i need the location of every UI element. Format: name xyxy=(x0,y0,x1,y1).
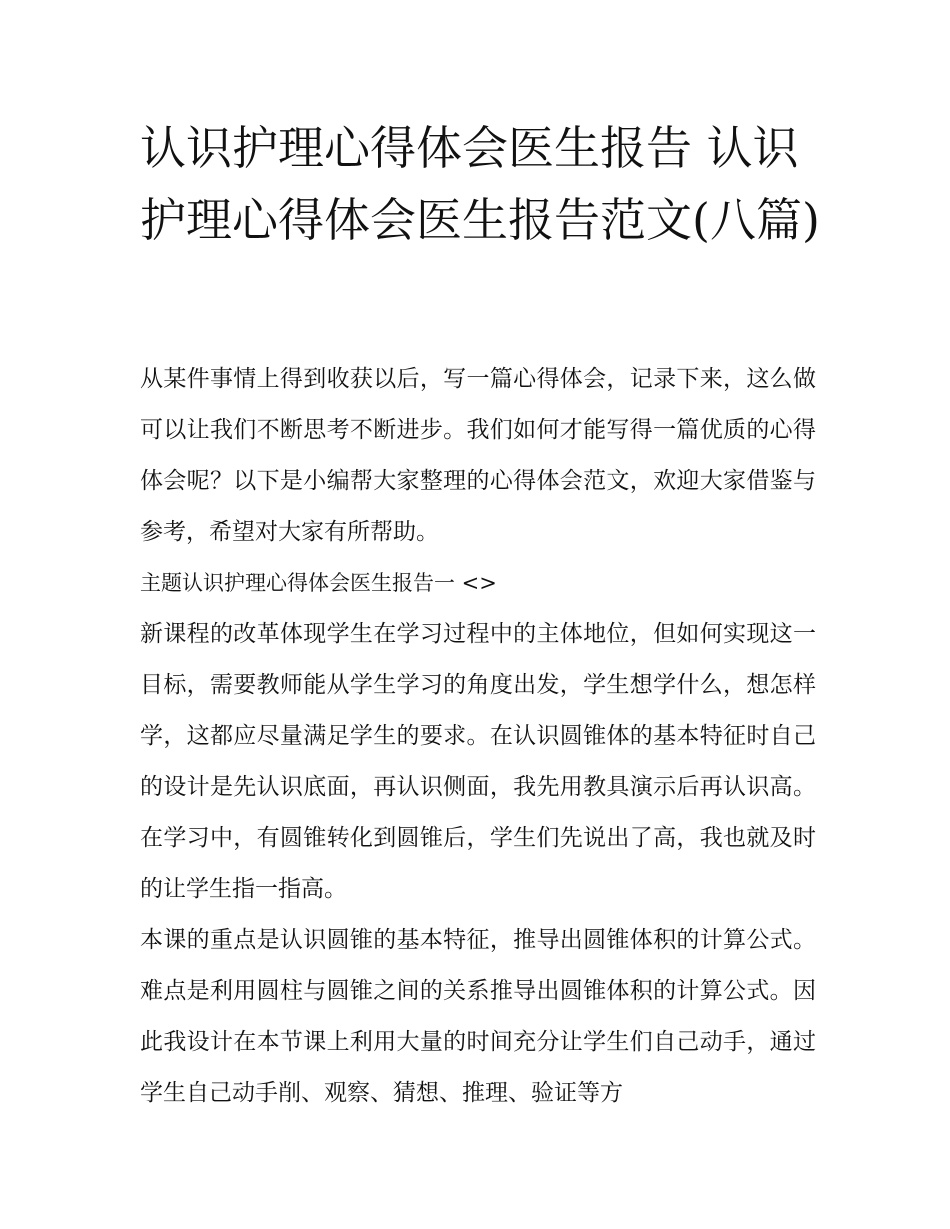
section-heading: 主题认识护理心得体会医生报告一 <> xyxy=(140,571,497,595)
body-paragraph-1: 新课程的改革体现学生在学习过程中的主体地位，但如何实现这一目标，需要教师能从学生学习的角度出发，学生想学什么，想怎样学，这都应尽量满足学生的要求。在认识圆锥体的基本特征时自己的设计是先认识底面，再认识侧面，我先用教具演示后再认识高。在学习中，有圆锥转化到圆锥后，学生们先说出了高，我也就及时的让学生指一指高。 xyxy=(140,621,816,902)
body-paragraph-2: 本课的重点是认识圆锥的基本特征，推导出圆锥体积的计算公式。难点是利用圆柱与圆锥之间的关系推导出圆锥体积的计算公式。因此我设计在本节课上利用大量的时间充分让学生们自己动手，通过学生自己动手削、观察、猜想、推理、验证等方 xyxy=(140,927,816,1106)
document-title: 认识护理心得体会医生报告 认识护理心得体会医生报告范文(八篇) xyxy=(140,121,820,247)
intro-paragraph: 从某件事情上得到收获以后，写一篇心得体会，记录下来，这么做可以让我们不断思考不断进步。我们如何才能写得一篇优质的心得体会呢？以下是小编帮大家整理的心得体会范文，欢迎大家借鉴与参考，希望对大家有所帮助。 xyxy=(140,366,816,545)
document-body xyxy=(140,354,816,1119)
